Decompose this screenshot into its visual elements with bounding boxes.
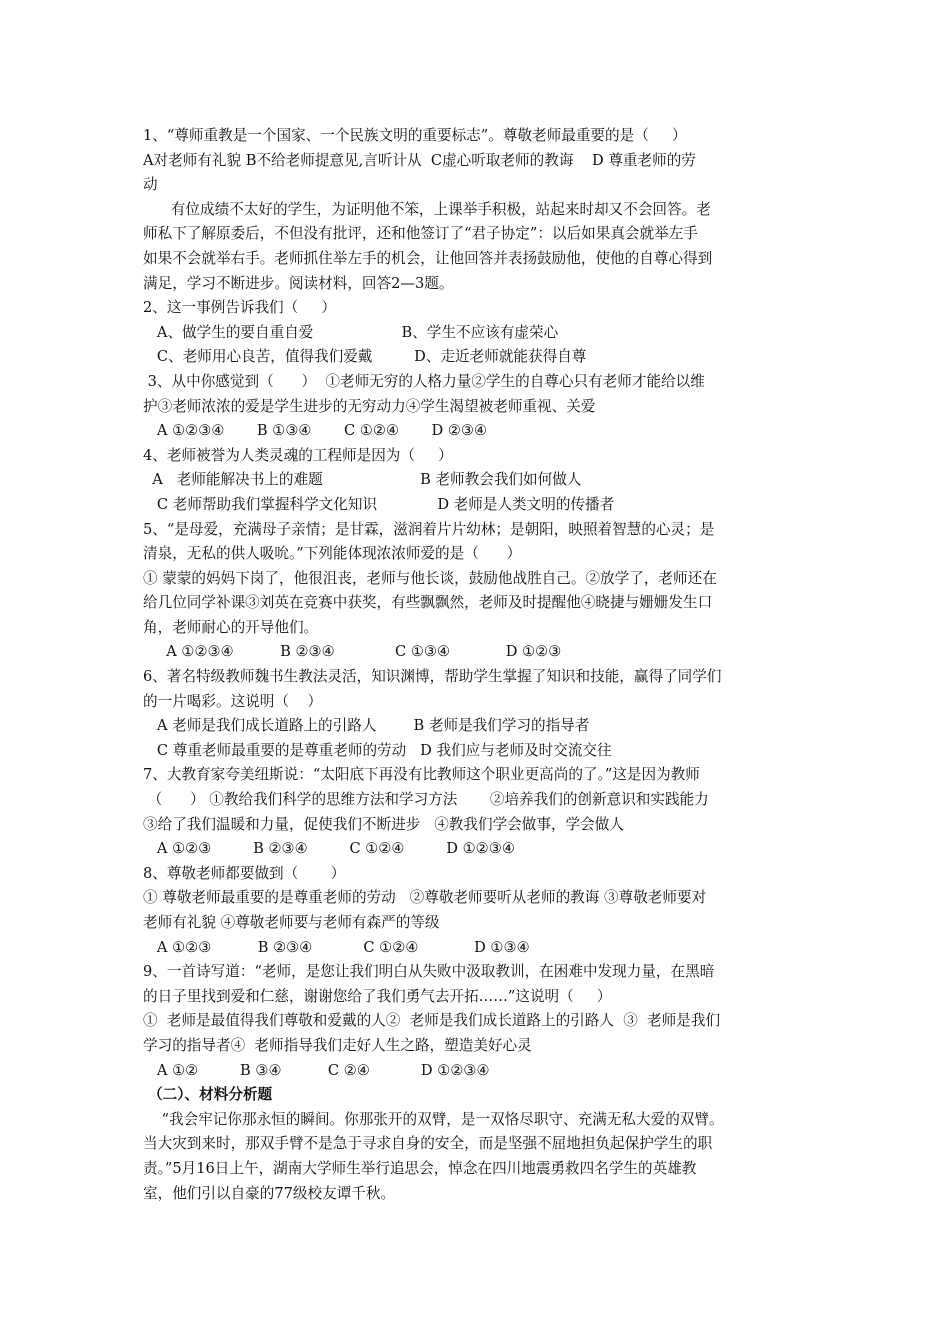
- text-line: 8、尊敬老师都要做到（ ）: [143, 864, 346, 882]
- text-line: ① 尊敬老师最重要的是尊重老师的劳动 ②尊敬老师要听从老师的教诲 ③尊敬老师要对: [143, 889, 707, 907]
- text-line: C 尊重老师最重要的是尊重老师的劳动 D 我们应与老师及时交流交往: [143, 741, 612, 759]
- text-line: C 老师帮助我们掌握科学文化知识 D 老师是人类文明的传播者: [143, 495, 615, 513]
- text-line: 3、从中你感觉到（ ） ①老师无穷的人格力量②学生的自尊心只有老师才能给以维: [143, 372, 705, 390]
- text-line: 满足，学习不断进步。阅读材料，回答2—3题。: [143, 274, 454, 292]
- text-line: 1、“尊师重教是一个国家、一个民族文明的重要标志”。尊敬老师最重要的是（ ）: [143, 127, 687, 144]
- text-line: 的一片喝彩。这说明（ ）: [143, 692, 323, 710]
- text-line: A对老师有礼貌 B不给老师提意见,言听计从 C虚心听取老师的教诲 D 尊重老师的劳: [143, 151, 696, 169]
- text-line: A ①②③④ B ①③④ C ①②④ D ②③④: [143, 422, 488, 440]
- text-line: 护③老师浓浓的爱是学生进步的无穷动力④学生渴望被老师重视、关爱: [143, 397, 596, 415]
- text-line: ③给了我们温暖和力量，促使我们不断进步 ④教我们学会做事，学会做人: [143, 815, 624, 833]
- text-line: “我会牢记你那永恒的瞬间。你那张开的双臂，是一双恪尽职守、充满无私大爱的双臂。: [143, 1110, 724, 1128]
- text-line: 如果不会就举右手。老师抓住举左手的机会，让他回答并表扬鼓励他，使他的自尊心得到: [143, 249, 713, 267]
- text-line: 6、著名特级教师魏书生教法灵活，知识渊博，帮助学生掌握了知识和技能，赢得了同学们: [143, 668, 722, 686]
- text-line: ① 老师是最值得我们尊敬和爱戴的人② 老师是我们成长道路上的引路人 ③ 老师是我们: [143, 1012, 721, 1030]
- document-page: [143, 124, 815, 1206]
- text-line: 室，他们引以自豪的77级校友谭千秋。: [143, 1184, 396, 1202]
- text-line: A ①②③ B ②③④ C ①②④ D ①②③④: [143, 840, 515, 858]
- section-heading: （二）、材料分析题: [143, 1086, 273, 1104]
- text-line: A ①② B ③④ C ②④ D ①②③④: [143, 1061, 490, 1079]
- text-line: ① 蒙蒙的妈妈下岗了，他很沮丧，老师与他长谈，鼓励他战胜自己。②放学了，老师还在: [143, 569, 717, 587]
- text-line: 当大灾到来时，那双手臂不是急于寻求自身的安全，而是坚强不屈地担负起保护学生的职: [143, 1135, 713, 1153]
- text-line: C、老师用心良苦，值得我们爱戴 D、走近老师就能获得自尊: [143, 348, 587, 366]
- text-line: A ①②③④ B ②③④ C ①③④ D ①②③: [143, 643, 562, 661]
- text-line: 老师有礼貌 ④尊敬老师要与老师有森严的等级: [143, 914, 440, 931]
- text-line: 动: [143, 176, 158, 194]
- text-line: 责。”5月16日上午，湖南大学师生举行追思会，悼念在四川地震勇救四名学生的英雄教: [143, 1159, 697, 1177]
- text-line: A 老师是我们成长道路上的引路人 B 老师是我们学习的指导者: [143, 717, 590, 735]
- text-line: 4、老师被誉为人类灵魂的工程师是因为（ ）: [143, 446, 453, 464]
- text-line: 有位成绩不太好的学生，为证明他不笨，上课举手积极，站起来时却又不会回答。老: [143, 200, 711, 218]
- text-line: 清泉，无私的供人吸吮。”下列能体现浓浓师爱的是（ ）: [143, 545, 522, 563]
- text-line: 角，老师耐心的开导他们。: [143, 618, 319, 636]
- text-line: 9、一首诗写道：“老师，是您让我们明白从失败中汲取教训，在困难中发现力量，在黑暗: [143, 963, 715, 981]
- text-line: 2、这一事例告诉我们（ ）: [143, 299, 337, 317]
- text-line: 的日子里找到爱和仁慈，谢谢您给了我们勇气去开拓……”这说明（ ）: [143, 987, 612, 1005]
- text-line: 学习的指导者④ 老师指导我们走好人生之路，塑造美好心灵: [143, 1036, 532, 1054]
- text-line: A ①②③ B ②③④ C ①②④ D ①③④: [143, 938, 530, 956]
- text-line: （ ） ①教给我们科学的思维方法和学习方法 ②培养我们的创新意识和实践能力: [143, 791, 709, 809]
- text-line: 7、大教育家夸美纽斯说：“太阳底下再没有比教师这个职业更高尚的了。”这是因为教师: [143, 766, 700, 784]
- text-line: A、做学生的要自重自爱 B、学生不应该有虚荣心: [143, 323, 559, 341]
- text-line: 5、“是母爱，充满母子亲情；是甘霖，滋润着片片幼林；是朝阳，映照着智慧的心灵；是: [143, 520, 715, 538]
- text-line: 师私下了解原委后，不但没有批评，还和他签订了“君子协定”：以后如果真会就举左手: [143, 225, 698, 243]
- text-line: A 老师能解决书上的难题 B 老师教会我们如何做人: [143, 471, 582, 489]
- text-line: 给几位同学补课③刘英在竞赛中获奖，有些飘飘然，老师及时提醒他④晓捷与姗姗发生口: [143, 594, 713, 612]
